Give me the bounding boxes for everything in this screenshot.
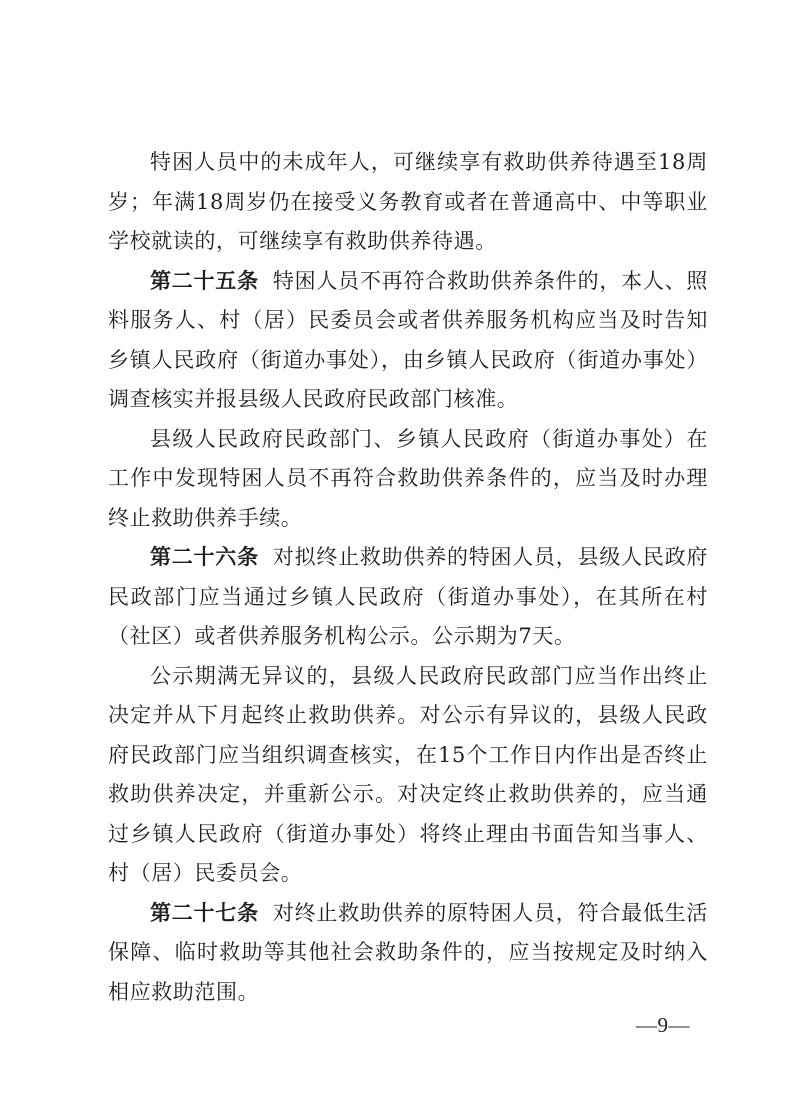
paragraph-1-text: 特困人员中的未成年人，可继续享有救助供养待遇至18周岁；年满18周岁仍在接受义务教育或者在普通高中、中等职业学校就读的，可继续享有救助供养待遇。 (108, 150, 708, 253)
page-number: —9— (636, 1013, 690, 1037)
article-25-heading: 第二十五条 (150, 268, 259, 293)
article-26-text: 对拟终止救助供养的特困人员，县级人民政府民政部门应当通过乡镇人民政府（街道办事处），在其所在村（社区）或者供养服务机构公示。公示期为7天。 (108, 545, 709, 648)
article-27-text: 对终止救助供养的原特困人员，符合最低生活保障、临时救助等其他社会救助条件的，应当按规定及时纳入相应救助范围。 (108, 900, 709, 1004)
article-25 (108, 262, 708, 420)
paragraph-5-text: 公示期满无异议的，县级人民政府民政部门应当作出终止决定并从下月起终止救助供养。对公示有异议的，县级人民政府民政部门应当组织调查核实，在15个工作日内作出是否终止救助供养决定，并重新公示。对决定终止救助供养的，应当通过乡镇人民政府（街道办事处）将终止理由书面告知当事人、村（居）民委员会。 (108, 663, 708, 885)
document-body (108, 143, 708, 1012)
article-26 (108, 538, 708, 657)
article-26-heading: 第二十六条 (150, 545, 259, 569)
paragraph-3 (108, 420, 708, 539)
paragraph-1 (108, 143, 708, 262)
article-25-text: 特困人员不再符合救助供养条件的，本人、照料服务人、村（居）民委员会或者供养服务机构应当及时告知乡镇人民政府（街道办事处），由乡镇人民政府（街道办事处）调查核实并报县级人民政府民政部门核准。 (108, 268, 709, 411)
article-27 (108, 894, 708, 1013)
article-27-heading: 第二十七条 (150, 900, 259, 925)
paragraph-3-text: 县级人民政府民政部门、乡镇人民政府（街道办事处）在工作中发现特困人员不再符合救助供养条件的，应当及时办理终止救助供养手续。 (108, 426, 708, 530)
paragraph-5 (108, 657, 708, 894)
